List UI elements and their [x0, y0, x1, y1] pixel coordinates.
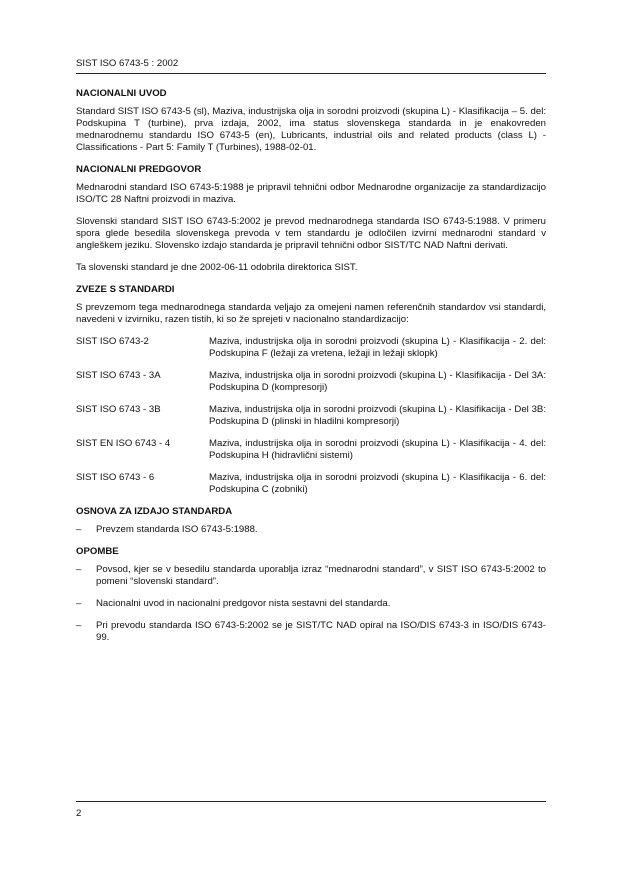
- section-national-intro: [76, 88, 546, 154]
- reference-title: Maziva, industrijska olja in sorodni proizvodi (skupina L) - Klasifikacija - 2. del: Podskupina F (ležaji za vretena, ležaji in ležaji sklopk): [209, 336, 546, 359]
- footer-rule: [76, 801, 546, 802]
- section-heading: OPOMBE: [76, 546, 119, 557]
- section-standard-references: [76, 284, 546, 496]
- reference-row: [76, 336, 546, 360]
- section-heading: NACIONALNI UVOD: [76, 88, 167, 99]
- paragraph: S prevzemom tega mednarodnega standarda veljajo za omejeni namen referenčnih standardov vsi standardi, navedeni v izvirniku, razen tistih, ki so že sprejeti v nacionalno standardizacijo:: [76, 302, 546, 325]
- paragraph: Standard SIST ISO 6743-5 (sl), Maziva, industrijska olja in sorodni proizvodi (skupina L) - Klasifikacija – 5. del: Podskupina T (turbine), prva izdaja, 2002, ima status slovenskega standarda in je enakovreden mednarodnemu standardu ISO 6743-5 (en), Lubricants, industrial oils and related products (class L) - Classifications - Part 5: Family T (Turbines), 1988-02-01.: [76, 106, 546, 153]
- section-basis-for-issue: [76, 506, 546, 536]
- header-rule: [76, 73, 546, 74]
- page-body: [76, 88, 546, 654]
- section-heading: OSNOVA ZA IZDAJO STANDARDA: [76, 506, 233, 517]
- reference-row: [76, 438, 546, 462]
- section-heading: ZVEZE S STANDARDI: [76, 284, 175, 295]
- reference-row: [76, 472, 546, 496]
- page-number: 2: [76, 808, 82, 819]
- section-heading: NACIONALNI PREDGOVOR: [76, 164, 202, 175]
- reference-code: SIST EN ISO 6743 - 4: [76, 438, 171, 449]
- dash-bullet: –: [76, 564, 82, 575]
- list-item: [76, 564, 546, 588]
- paragraph: Slovenski standard SIST ISO 6743-5:2002 je prevod mednarodnega standarda ISO 6743-5:1988. V primeru spora glede besedila slovenskega prevoda v tem standardu je odločilen izvirni mednarodni standard v angleškem jeziku. Slovensko izdajo standarda je pripravil tehnični odbor SIST/TC NAD Naftni derivati.: [76, 216, 546, 251]
- reference-title: Maziva, industrijska olja in sorodni proizvodi (skupina L) - Klasifikacija - 4. del: Podskupina H (hidravlični sistemi): [209, 438, 546, 461]
- reference-row: [76, 370, 546, 394]
- list-item-text: Nacionalni uvod in nacionalni predgovor nista sestavni del standarda.: [96, 598, 391, 609]
- reference-title: Maziva, industrijska olja in sorodni proizvodi (skupina L) - Klasifikacija - 6. del: Podskupina C (zobniki): [209, 472, 546, 495]
- reference-title: Maziva, industrijska olja in sorodni proizvodi (skupina L) - Klasifikacija - Del 3B: Podskupina D (plinski in hladilni kompresorji): [209, 404, 546, 427]
- paragraph: Ta slovenski standard je dne 2002-06-11 odobrila direktorica SIST.: [76, 262, 358, 273]
- list-item-text: Povsod, kjer se v besedilu standarda uporablja izraz “mednarodni standard”, v SIST ISO 6743-5:2002 to pomeni “slovenski standard”.: [96, 564, 546, 587]
- paragraph: Mednarodni standard ISO 6743-5:1988 je pripravil tehnični odbor Mednarodne organizacije za standardizacijo ISO/TC 28 Naftni proizvodi in maziva.: [76, 182, 546, 205]
- list-item: [76, 524, 546, 536]
- reference-code: SIST ISO 6743-2: [76, 336, 149, 347]
- dash-bullet: –: [76, 524, 82, 535]
- section-national-foreword: [76, 164, 546, 274]
- reference-title: Maziva, industrijska olja in sorodni proizvodi (skupina L) - Klasifikacija - Del 3A: Podskupina D (kompresorji): [209, 370, 546, 393]
- list-item-text: Pri prevodu standarda ISO 6743-5:2002 se je SIST/TC NAD opiral na ISO/DIS 6743-3 in ISO/DIS 6743-99.: [96, 620, 546, 643]
- dash-bullet: –: [76, 598, 82, 609]
- reference-code: SIST ISO 6743 - 6: [76, 472, 155, 483]
- reference-row: [76, 404, 546, 428]
- section-notes: [76, 546, 546, 644]
- list-item: [76, 620, 546, 644]
- dash-bullet: –: [76, 620, 82, 631]
- document-id: SIST ISO 6743-5 : 2002: [76, 58, 179, 69]
- list-item-text: Prevzem standarda ISO 6743-5:1988.: [96, 524, 258, 535]
- list-item: [76, 598, 546, 610]
- reference-code: SIST ISO 6743 - 3A: [76, 370, 161, 381]
- reference-code: SIST ISO 6743 - 3B: [76, 404, 161, 415]
